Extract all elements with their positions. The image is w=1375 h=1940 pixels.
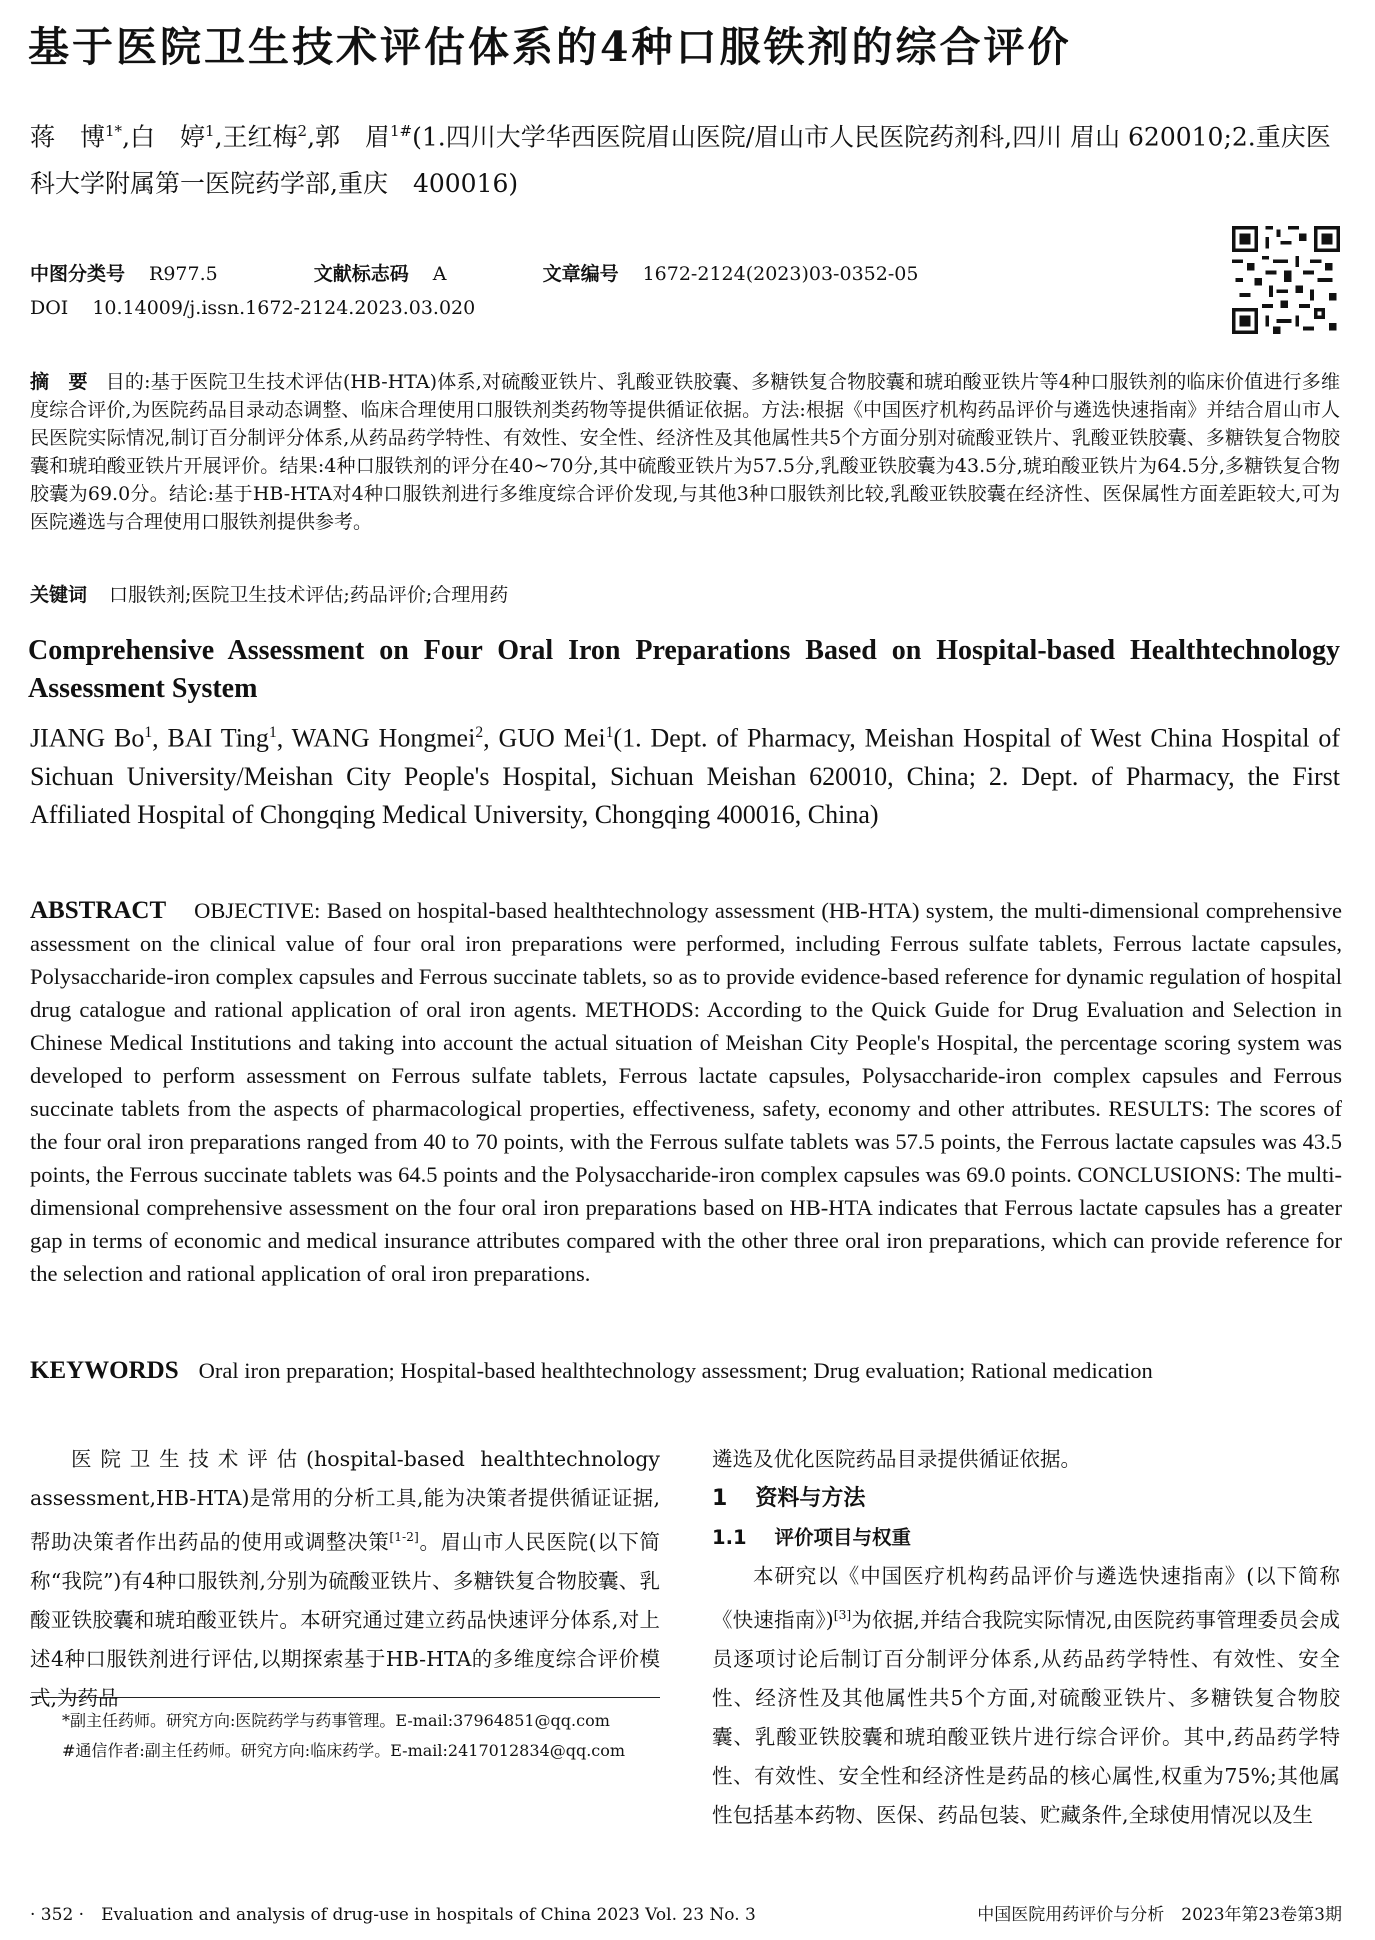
keywords-cn (30, 580, 508, 607)
body-column-left (30, 1440, 660, 1718)
footnote-divider (30, 1697, 660, 1698)
author-sup: 1 (605, 724, 614, 741)
clc-label: 中图分类号 (30, 263, 126, 285)
doi-label: DOI (30, 297, 69, 319)
author-sup: 1* (105, 122, 123, 140)
citation-ref: [1-2] (389, 1530, 419, 1544)
footnote: *副主任药师。研究方向:医院药学与药事管理。E-mail:37964851@qq.com (62, 1711, 610, 1730)
abstract-cn-text: 目的:基于医院卫生技术评估(HB-HTA)体系,对硫酸亚铁片、乳酸亚铁胶囊、多糖铁复合物胶囊和琥珀酸亚铁片等4种口服铁剂的临床价值进行多维度综合评价,为医院药品目录动态调整、临床合理使用口服铁剂类药物等提供循证依据。方法:根据《中国医疗机构药品评价与遴选快速指南》并结合眉山市人民医院实际情况,制订百分制评分体系,从药品药学特性、有效性、安全性、经济性及其他属性共5个方面分别对硫酸亚铁片、乳酸亚铁胶囊、多糖铁复合物胶囊和琥珀酸亚铁片开展评价。结果:4种口服铁剂的评分在40~70分,其中硫酸亚铁片为57.5分,乳酸亚铁胶囊为43.5分,琥珀酸亚铁片为64.5分,多糖铁复合物胶囊为69.0分。结论:基于HB-HTA对4种口服铁剂进行多维度综合评价发现,与其他3种口服铁剂比较,乳酸亚铁胶囊在经济性、医保属性方面差距较大,可为医院遴选与合理使用口服铁剂提供参考。 (30, 371, 1340, 533)
footer-journal-en: · 352 · Evaluation and analysis of drug-use in hospitals of China 2023 Vol. 23 No. 3 (30, 1905, 756, 1925)
abstract-en (30, 894, 1342, 1290)
article-number-value: 1672-2124(2023)03-0352-05 (642, 263, 919, 285)
subsection-title: 评价项目与权重 (774, 1526, 912, 1549)
section-heading (712, 1479, 1340, 1518)
methods-text: 为依据,并结合我院实际情况,由医院药事管理委员会成员逐项讨论后制订百分制评分体系,从药品药学特性、有效性、安全性、经济性及其他属性共5个方面,对硫酸亚铁片、多糖铁复合物胶囊、乳酸亚铁胶囊和琥珀酸亚铁片进行综合评价。其中,药品药学特性、有效性、安全性和经济性是药品的核心属性,权重为75%;其他属性包括基本药物、医保、药品包装、贮藏条件,全球使用情况以及生 (712, 1607, 1340, 1827)
authors-en (30, 714, 1340, 834)
body-column-right (712, 1440, 1340, 1835)
author-sup: 2 (297, 122, 308, 140)
intro-text: 。眉山市人民医院(以下简称“我院”)有4种口服铁剂,分别为硫酸亚铁片、多糖铁复合物胶囊、乳酸亚铁胶囊和琥珀酸亚铁片。本研究通过建立药品快速评分体系,对上述4种口服铁剂进行评估,以期探索基于HB-HTA的多维度综合评价模式,为药品 (30, 1529, 661, 1710)
author-name-en: , GUO Mei (483, 723, 606, 753)
methods-text: 本研究以《中国医疗机构药品评价与遴选快速指南》(以下简称《快速指南》) (712, 1564, 1340, 1632)
continued-paragraph: 遴选及优化医院药品目录提供循证依据。 (712, 1447, 1081, 1471)
article-meta-row (30, 259, 918, 286)
author-sup: 1 (268, 724, 277, 741)
paper-title-cn: 基于医院卫生技术评估体系的4种口服铁剂的综合评价 (28, 23, 1072, 71)
author-sup: 1 (144, 724, 153, 741)
doccode-value: A (432, 263, 447, 285)
subsection-heading (712, 1518, 1340, 1557)
abstract-cn-label: 摘 要 (30, 371, 88, 393)
authors-cn (30, 108, 1340, 207)
author-name: ,白 婷 (122, 122, 206, 152)
affiliations-cn: (1.四川大学华西医院眉山医院/眉山市人民医院药剂科,四川 眉山 620010;2.重庆医科大学附属第一医院药学部,重庆 400016) (30, 122, 1331, 199)
article-number-label: 文章编号 (542, 263, 619, 285)
qr-code-icon (1232, 226, 1340, 334)
footnotes (30, 1706, 660, 1766)
intro-paragraph (30, 1440, 660, 1718)
section-title: 资料与方法 (755, 1486, 866, 1511)
doi-value: 10.14009/j.issn.1672-2124.2023.03.020 (92, 297, 476, 319)
footnote: #通信作者:副主任药师。研究方向:临床药学。E-mail:2417012834@qq.com (62, 1741, 626, 1760)
abstract-en-label: ABSTRACT (30, 897, 167, 924)
author-name: ,王红梅 (214, 122, 298, 152)
abstract-cn (30, 368, 1340, 536)
doccode-label: 文献标志码 (313, 263, 409, 285)
abstract-en-text: OBJECTIVE: Based on hospital-based healthtechnology assessment (HB-HTA) system, the multi-dimensional comprehensive assessment on the clinical value of four oral iron preparations were performed, including Ferrous sulfate tablets, Ferrous lactate capsules, Polysaccharide-iron complex capsules and Ferrous succinate tablets, so as to provide evidence-based reference for dynamic regulation of hospital drug catalogue and rational application of oral iron agents. METHODS: According to the Quick Guide for Drug Evaluation and Selection in Chinese Medical Institutions and taking into account the actual situation of Meishan City People's Hospital, the percentage scoring system was developed to perform assessment on Ferrous sulfate tablets, Ferrous lactate capsules, Polysaccharide-iron complex capsules and Ferrous succinate tablets from the aspects of pharmacological properties, effectiveness, safety, economy and other attributes. RESULTS: The scores of the four oral iron preparations ranged from 40 to 70 points, with the Ferrous sulfate tablets was 57.5 points, the Ferrous lactate capsules was 43.5 points, the Ferrous succinate tablets was 64.5 points and the Polysaccharide-iron complex capsules was 69.0 points. CONCLUSIONS: The multi-dimensional comprehensive assessment on the four oral iron preparations based on HB-HTA indicates that Ferrous lactate capsules has a greater gap in terms of economic and medical insurance attributes compared with the other three oral iron preparations, which can provide reference for the selection and rational application of oral iron preparations. (30, 898, 1342, 1286)
doi-row (30, 297, 475, 319)
keywords-en-text: Oral iron preparation; Hospital-based healthtechnology assessment; Drug evaluation; Rational medication (198, 1358, 1153, 1383)
author-sup: 1 (205, 122, 215, 140)
paper-title-en: Comprehensive Assessment on Four Oral Iron Preparations Based on Hospital-based Healthtechnology Assessment System (28, 635, 1340, 704)
methods-paragraph (712, 1557, 1340, 1835)
keywords-cn-text: 口服铁剂;医院卫生技术评估;药品评价;合理用药 (109, 584, 509, 606)
keywords-en (30, 1357, 1342, 1385)
author-name: ,郭 眉 (307, 122, 391, 152)
author-sup: 2 (475, 724, 484, 741)
section-number: 1 (712, 1486, 728, 1511)
subsection-number: 1.1 (712, 1526, 747, 1549)
affiliations-en: (1. Dept. of Pharmacy, Meishan Hospital of West China Hospital of Sichuan University/Meishan City People's Hospital, Sichuan Meishan 620010, China; 2. Dept. of Pharmacy, the First Affiliated Hospital of Chongqing Medical University, Chongqing 400016, China) (30, 723, 1341, 829)
author-name-en: , BAI Ting (152, 723, 269, 753)
page-footer (30, 1900, 1342, 1928)
author-name-en: , WANG Hongmei (276, 723, 476, 753)
footer-journal-cn: 中国医院用药评价与分析 2023年第23卷第3期 (977, 1905, 1342, 1925)
author-name-en: JIANG Bo (30, 723, 145, 753)
author-name: 蒋 博 (30, 122, 106, 152)
keywords-en-label: KEYWORDS (30, 1357, 179, 1384)
intro-text: 医院卫生技术评估(hospital-based healthtechnology assessment,HB-HTA)是常用的分析工具,能为决策者提供循证证据,帮助决策者作出药品的使用或调整决策 (30, 1447, 660, 1554)
author-sup: 1# (390, 122, 413, 140)
clc-value: R977.5 (149, 263, 218, 285)
citation-ref: [3] (833, 1608, 852, 1622)
keywords-cn-label: 关键词 (30, 584, 88, 606)
